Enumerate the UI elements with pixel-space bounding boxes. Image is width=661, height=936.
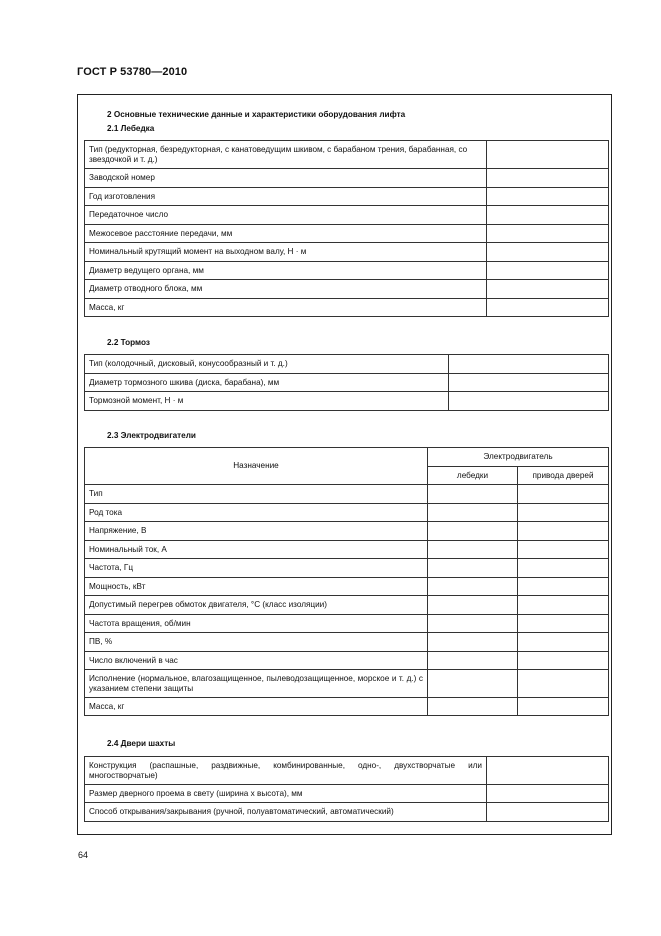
table-row [85, 757, 609, 785]
table-row [85, 652, 609, 670]
row-label: Способ открывания/закрывания (ручной, полуавтоматический, автоматический) [85, 803, 487, 822]
row-label: Частота вращения, об/мин [85, 615, 428, 633]
table-row [85, 522, 609, 541]
row-label: Номинальный ток, А [85, 541, 428, 559]
value-cell[interactable] [487, 141, 609, 169]
row-label: ПВ, % [85, 633, 428, 652]
row-label: Диаметр ведущего органа, мм [85, 262, 487, 280]
value-cell[interactable] [428, 698, 518, 716]
row-label: Межосевое расстояние передачи, мм [85, 225, 487, 243]
header-motor-group: Электродвигатель [428, 448, 609, 467]
header-winch: лебедки [428, 467, 518, 485]
value-cell[interactable] [428, 522, 518, 541]
table-row [85, 633, 609, 652]
value-cell[interactable] [449, 392, 609, 411]
row-label: Диаметр тормозного шкива (диска, барабана), мм [85, 374, 449, 392]
row-label: Номинальный крутящий момент на выходном валу, Н · м [85, 243, 487, 262]
motors-title: 2.3 Электродвигатели [107, 431, 196, 440]
value-cell[interactable] [449, 374, 609, 392]
row-label: Год изготовления [85, 188, 487, 206]
table-row [85, 169, 609, 188]
winch-table [84, 140, 609, 317]
table-row [85, 559, 609, 578]
row-label: Передаточное число [85, 206, 487, 225]
winch-title: 2.1 Лебедка [107, 124, 155, 133]
value-cell[interactable] [518, 485, 609, 504]
table-row [85, 243, 609, 262]
table-row [85, 141, 609, 169]
value-cell[interactable] [518, 504, 609, 522]
value-cell[interactable] [428, 670, 518, 698]
value-cell[interactable] [428, 485, 518, 504]
value-cell[interactable] [487, 299, 609, 317]
value-cell[interactable] [487, 803, 609, 822]
table-row [85, 485, 609, 504]
value-cell[interactable] [428, 504, 518, 522]
value-cell[interactable] [518, 670, 609, 698]
value-cell[interactable] [428, 559, 518, 578]
row-label: Диаметр отводного блока, мм [85, 280, 487, 299]
value-cell[interactable] [428, 596, 518, 615]
doors-title: 2.4 Двери шахты [107, 739, 176, 748]
table-row [85, 188, 609, 206]
table-row [85, 615, 609, 633]
table-row [85, 541, 609, 559]
table-row [85, 578, 609, 596]
value-cell[interactable] [487, 243, 609, 262]
value-cell[interactable] [518, 596, 609, 615]
value-cell[interactable] [428, 652, 518, 670]
table-row [85, 355, 609, 374]
table-row [85, 374, 609, 392]
table-row [85, 803, 609, 822]
table-row [85, 392, 609, 411]
value-cell[interactable] [487, 188, 609, 206]
table-row [85, 785, 609, 803]
row-label: Тип (колодочный, дисковый, конусообразный и т. д.) [85, 355, 449, 374]
value-cell[interactable] [428, 541, 518, 559]
value-cell[interactable] [518, 633, 609, 652]
table-row [85, 299, 609, 317]
value-cell[interactable] [487, 785, 609, 803]
row-label: Заводской номер [85, 169, 487, 188]
document-code: ГОСТ Р 53780—2010 [77, 66, 188, 78]
value-cell[interactable] [487, 262, 609, 280]
page-number: 64 [78, 850, 89, 860]
value-cell[interactable] [518, 698, 609, 716]
value-cell[interactable] [487, 280, 609, 299]
header-purpose: Назначение [85, 448, 428, 485]
brake-title: 2.2 Тормоз [107, 338, 150, 347]
row-label: Масса, кг [85, 698, 428, 716]
value-cell[interactable] [428, 578, 518, 596]
row-label: Конструкция (распашные, раздвижные, комбинированные, одно-, двухстворчатые или многостворчатые) [85, 757, 487, 785]
row-label: Число включений в час [85, 652, 428, 670]
row-label: Мощность, кВт [85, 578, 428, 596]
row-label: Напряжение, В [85, 522, 428, 541]
table-header-row [85, 448, 609, 467]
table-row [85, 504, 609, 522]
value-cell[interactable] [518, 652, 609, 670]
row-label: Тип (редукторная, безредукторная, с канатоведущим шкивом, с барабаном трения, барабанная, со звездочкой и т. д.) [85, 141, 487, 169]
value-cell[interactable] [487, 225, 609, 243]
row-label: Частота, Гц [85, 559, 428, 578]
row-label: Тип [85, 485, 428, 504]
value-cell[interactable] [428, 633, 518, 652]
header-door-drive: привода дверей [518, 467, 609, 485]
row-label: Размер дверного проема в свету (ширина х высота), мм [85, 785, 487, 803]
row-label: Род тока [85, 504, 428, 522]
row-label: Масса, кг [85, 299, 487, 317]
table-row [85, 262, 609, 280]
value-cell[interactable] [449, 355, 609, 374]
table-row [85, 670, 609, 698]
value-cell[interactable] [487, 206, 609, 225]
section-title: 2 Основные технические данные и характеристики оборудования лифта [107, 110, 406, 119]
value-cell[interactable] [518, 559, 609, 578]
table-row [85, 596, 609, 615]
doors-table [84, 756, 609, 822]
table-row [85, 698, 609, 716]
brake-table [84, 354, 609, 411]
value-cell[interactable] [428, 615, 518, 633]
row-label: Исполнение (нормальное, влагозащищенное, пылеводозащищенное, морское и т. д.) с указанием степени защиты [85, 670, 428, 698]
value-cell[interactable] [518, 615, 609, 633]
value-cell[interactable] [518, 541, 609, 559]
value-cell[interactable] [487, 169, 609, 188]
row-label: Допустимый перегрев обмоток двигателя, °С (класс изоляции) [85, 596, 428, 615]
row-label: Тормозной момент, Н · м [85, 392, 449, 411]
motors-table [84, 447, 609, 716]
value-cell[interactable] [518, 522, 609, 541]
table-row [85, 206, 609, 225]
value-cell[interactable] [487, 757, 609, 785]
table-row [85, 225, 609, 243]
table-row [85, 280, 609, 299]
value-cell[interactable] [518, 578, 609, 596]
